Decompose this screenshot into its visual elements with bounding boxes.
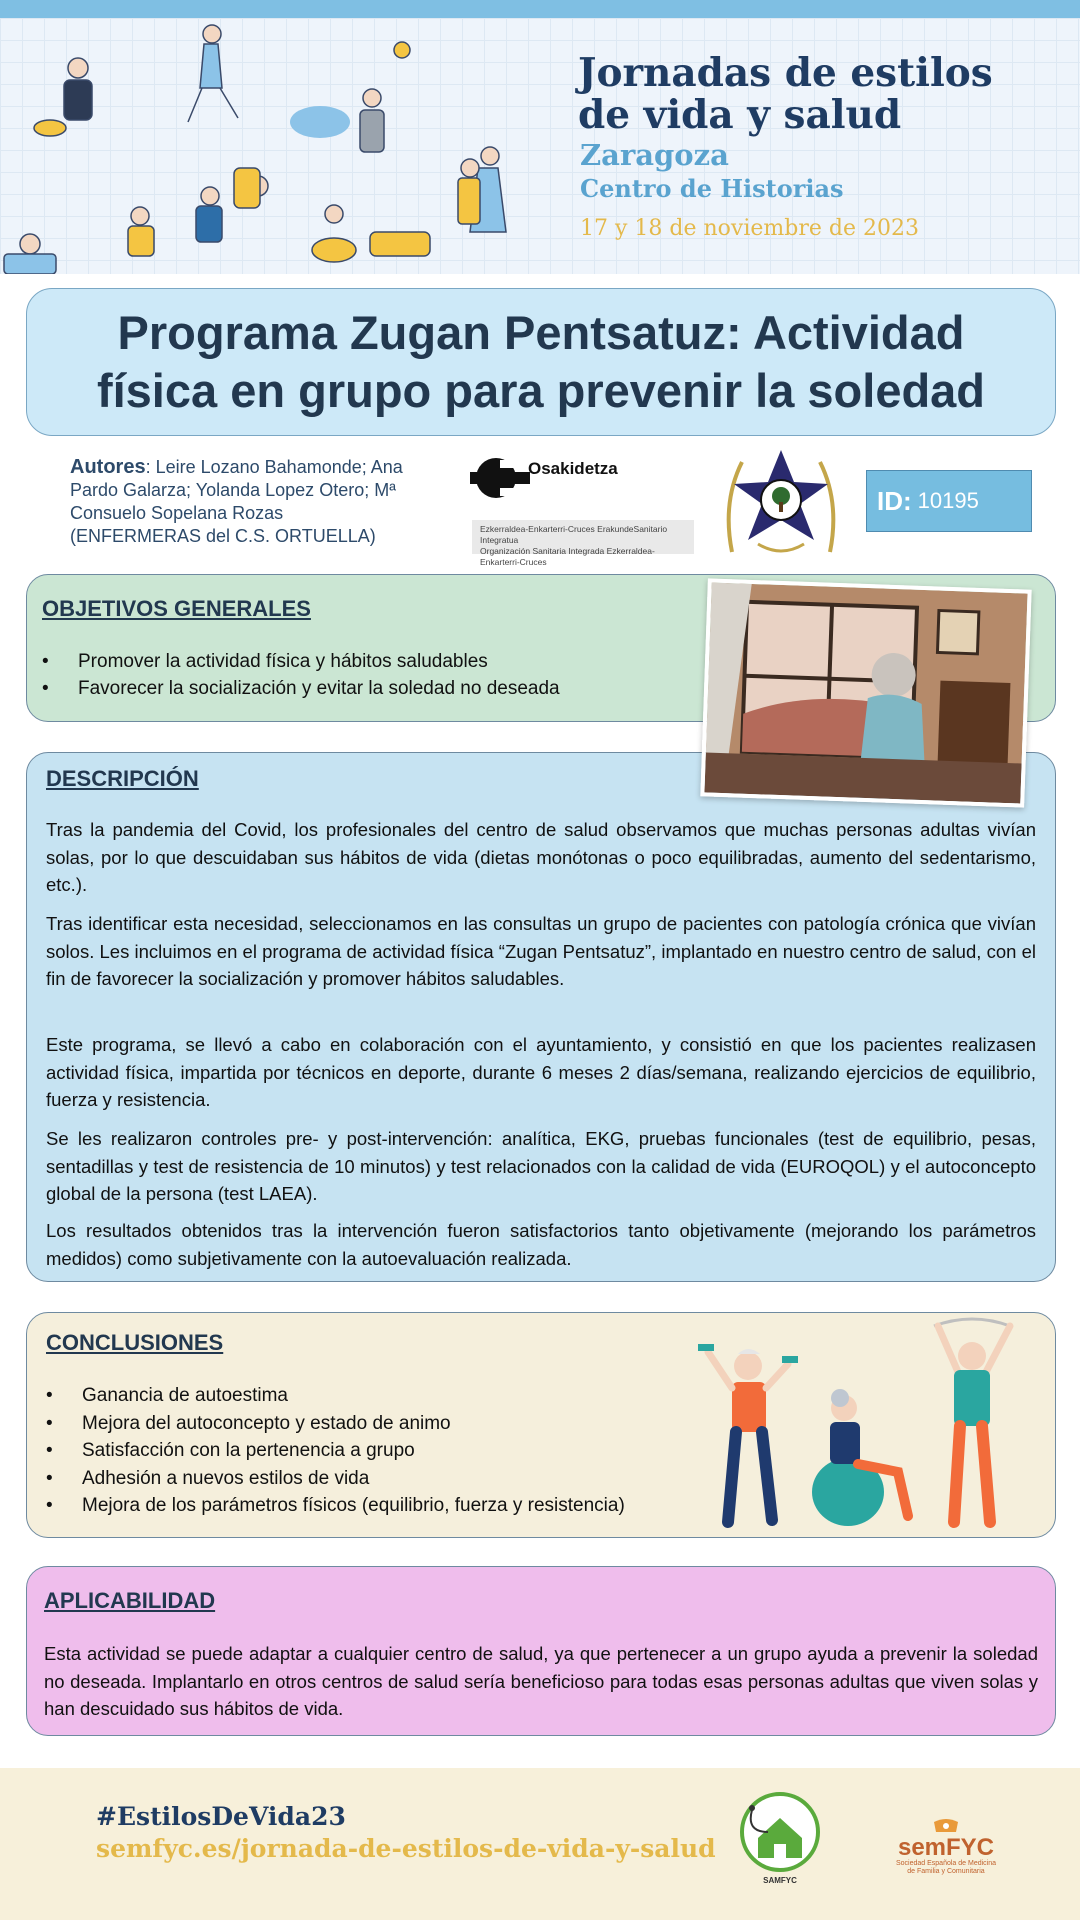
semfyc-sub2: de Familia y Comunitaria: [907, 1868, 985, 1875]
id-value: 10195: [917, 488, 979, 513]
samfyc-label: SAMFYC: [763, 1876, 797, 1885]
list-item: • Promover la actividad física y hábitos saludables: [42, 648, 560, 675]
osakidetza-sub1: Ezkerraldea-Enkarterri-Cruces ErakundeSanitario Integratua: [480, 524, 668, 545]
objetivos-title: OBJETIVOS GENERALES: [42, 596, 311, 621]
authors-line4: (ENFERMERAS del C.S. ORTUELLA): [70, 526, 376, 546]
list-item: • Adhesión a nuevos estilos de vida: [46, 1465, 625, 1493]
elderly-woman-window-painting: [700, 578, 1031, 807]
descripcion-paragraph-5: Los resultados obtenidos tras la intervención fueron satisfactorios tanto objetivamente (mejorando los parámetros medidos) como subjetivamente con la autoevaluación realizada.: [46, 1220, 1036, 1269]
authors-line3: Consuelo Sopelana Rozas: [70, 503, 284, 523]
list-item: • Mejora del autoconcepto y estado de animo: [46, 1410, 625, 1438]
house-stethoscope-logo: [732, 1792, 828, 1904]
conference-date: 17 y 18 de noviembre de 2023: [580, 216, 919, 241]
conclusiones-list: [46, 1382, 625, 1520]
conference-title: [578, 52, 1058, 136]
conference-header: [0, 18, 1080, 274]
objetivos-list: [42, 648, 560, 702]
conclusiones-title: CONCLUSIONES: [46, 1330, 224, 1355]
top-strip: [0, 0, 1080, 18]
id-label: ID:: [877, 485, 912, 516]
poster-title-line2: física en grupo para prevenir la soledad: [96, 364, 986, 417]
conference-venue: Centro de Historias: [580, 174, 844, 203]
seniors-exercising-illustration: [676, 1316, 1026, 1538]
footer-url[interactable]: semfyc.es/jornada-de-estilos-de-vida-y-salud: [96, 1834, 716, 1863]
osakidetza-subtitle: [472, 520, 694, 567]
authors-line2: Pardo Galarza; Yolanda Lopez Otero; Mª: [70, 480, 396, 500]
descripcion-title: DESCRIPCIÓN: [46, 766, 199, 791]
authors-line1: : Leire Lozano Bahamonde; Ana: [145, 457, 403, 477]
descripcion-paragraph-1: Tras la pandemia del Covid, los profesionales del centro de salud observamos que muchas personas adultas vivían solas, por lo que descuidaban sus hábitos de vida (dietas monótonas o poco equilibradas, aumento del sedentarismo, etc.).: [46, 819, 1036, 895]
list-item: • Satisfacción con la pertenencia a grupo: [46, 1437, 625, 1465]
aplicabilidad-text: Esta actividad se puede adaptar a cualquier centro de salud, ya que pertenecer a un grupo ayuda a prevenir la soledad no deseada. Implantarlo en otros centros de salud sería beneficioso para todas esas personas adultas que viven solas y han descuidado sus hábitos de vida.: [44, 1643, 1038, 1719]
poster-id-box: [866, 470, 1032, 532]
conference-title-line2: de vida y salud: [578, 92, 902, 138]
people-activities-illustration: [0, 18, 560, 274]
osakidetza-name: Osakidetza: [528, 459, 618, 478]
semfyc-subtitle: [886, 1860, 1006, 1876]
list-item: • Favorecer la socialización y evitar la soledad no deseada: [42, 675, 560, 702]
authors-label: Autores: [70, 456, 146, 478]
descripcion-paragraph-2: Tras identificar esta necesidad, seleccionamos en las consultas un grupo de pacientes con patología crónica que vivían solos. Les incluimos en el programa de actividad física “Zugan Pentsatuz”, implantado en nuestro centro de salud, con el fin de favorecer la socialización y promover hábitos saludables.: [46, 913, 1036, 989]
list-item: • Mejora de los parámetros físicos (equilibrio, fuerza y resistencia): [46, 1492, 625, 1520]
conference-title-line1: Jornadas de estilos: [578, 50, 993, 96]
descripcion-paragraph-4: Se les realizaron controles pre- y post-intervención: analítica, EKG, pruebas funcionales (test de equilibrio, pesas, sentadillas y test de resistencia de 10 minutos) y test relacionados con la calidad de vida (EUROQOL) y el autoconcepto global de la persona (test LAEA).: [46, 1128, 1036, 1204]
footer-hashtag: #EstilosDeVida23: [96, 1802, 346, 1831]
poster-title-line1: Programa Zugan Pentsatuz: Actividad: [117, 306, 965, 359]
poster-title: [26, 288, 1056, 436]
conference-city: Zaragoza: [580, 138, 729, 172]
descripcion-paragraph-3: Este programa, se llevó a cabo en colaboración con el ayuntamiento, y consistió en que los pacientes realizasen actividad física, impartida por técnicos en deporte, durante 6 meses 2 días/semana, realizando ejercicios de equilibrio, fuerza y resistencia.: [46, 1034, 1036, 1110]
authors-block: [70, 456, 430, 548]
semfyc-name: semFYC: [897, 1834, 995, 1861]
osakidetza-sub2: Organización Sanitaria Integrada Ezkerraldea-Enkarterri-Cruces: [480, 546, 655, 567]
aplicabilidad-title: APLICABILIDAD: [44, 1588, 216, 1613]
coat-of-arms-icon: [718, 442, 844, 564]
semfyc-sub1: Sociedad Española de Medicina: [895, 1860, 996, 1867]
list-item: • Ganancia de autoestima: [46, 1382, 625, 1410]
